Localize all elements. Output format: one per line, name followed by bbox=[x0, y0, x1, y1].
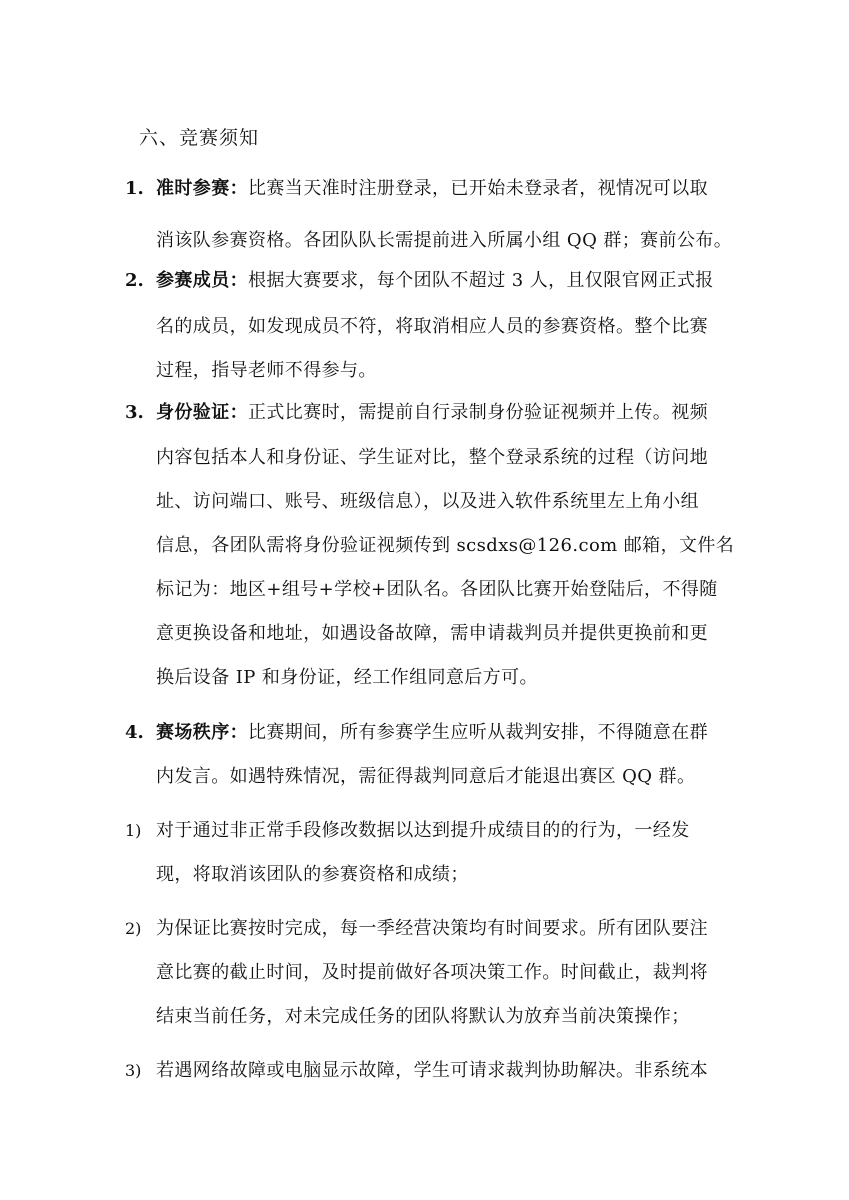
item-line bbox=[156, 266, 714, 296]
item-title: 参赛成员： bbox=[156, 270, 248, 291]
item-line bbox=[156, 174, 708, 204]
subitem-line: 意比赛的截止时间，及时提前做好各项决策工作。时间截止，裁判将 bbox=[156, 962, 708, 983]
item-number: 3. bbox=[125, 402, 144, 423]
subitem-number: 2) bbox=[125, 919, 142, 938]
subitem-number: 1) bbox=[125, 821, 142, 840]
item-text: 正式比赛时，需提前自行录制身份验证视频并上传。视频 bbox=[248, 402, 708, 423]
item-line: 信息，各团队需将身份验证视频传到 scsdxs@126.com 邮箱，文件名 bbox=[156, 535, 735, 556]
item-line: 内容包括本人和身份证、学生证对比，整个登录系统的过程（访问地 bbox=[156, 447, 708, 468]
item-title: 身份验证： bbox=[156, 402, 248, 423]
subitem-line: 若遇网络故障或电脑显示故障，学生可请求裁判协助解决。非系统本 bbox=[156, 1060, 708, 1081]
item-number: 1. bbox=[125, 178, 144, 199]
item-title: 赛场秩序： bbox=[156, 722, 248, 743]
item-number: 4. bbox=[125, 722, 144, 743]
section-heading: 六、竞赛须知 bbox=[139, 127, 260, 149]
item-line bbox=[156, 718, 708, 748]
item-line: 换后设备 IP 和身份证，经工作组同意后方可。 bbox=[156, 667, 538, 688]
item-line: 名的成员，如发现成员不符，将取消相应人员的参赛资格。整个比赛 bbox=[156, 316, 708, 337]
item-line: 标记为：地区+组号+学校+团队名。各团队比赛开始登陆后，不得随 bbox=[156, 579, 718, 600]
item-line: 消该队参赛资格。各团队队长需提前进入所属小组 QQ 群；赛前公布。 bbox=[156, 230, 733, 251]
item-line: 过程，指导老师不得参与。 bbox=[156, 360, 377, 381]
item-text: 比赛期间，所有参赛学生应听从裁判安排，不得随意在群 bbox=[248, 722, 708, 743]
item-line bbox=[156, 398, 708, 428]
item-line: 意更换设备和地址，如遇设备故障，需申请裁判员并提供更换前和更 bbox=[156, 623, 708, 644]
item-number: 2. bbox=[125, 270, 144, 291]
item-text: 比赛当天准时注册登录，已开始未登录者，视情况可以取 bbox=[248, 178, 708, 199]
item-line: 址、访问端口、账号、班级信息），以及进入软件系统里左上角小组 bbox=[156, 491, 699, 512]
subitem-line: 对于通过非正常手段修改数据以达到提升成绩目的的行为，一经发 bbox=[156, 820, 690, 841]
item-title: 准时参赛： bbox=[156, 178, 248, 199]
subitem-line: 现，将取消该团队的参赛资格和成绩； bbox=[156, 864, 469, 885]
item-line: 内发言。如遇特殊情况，需征得裁判同意后才能退出赛区 QQ 群。 bbox=[156, 766, 696, 787]
subitem-line: 结束当前任务，对未完成任务的团队将默认为放弃当前决策操作； bbox=[156, 1006, 690, 1027]
subitem-number: 3) bbox=[125, 1061, 142, 1080]
item-text: 根据大赛要求，每个团队不超过 3 人，且仅限官网正式报 bbox=[248, 270, 714, 291]
subitem-line: 为保证比赛按时完成，每一季经营决策均有时间要求。所有团队要注 bbox=[156, 918, 708, 939]
